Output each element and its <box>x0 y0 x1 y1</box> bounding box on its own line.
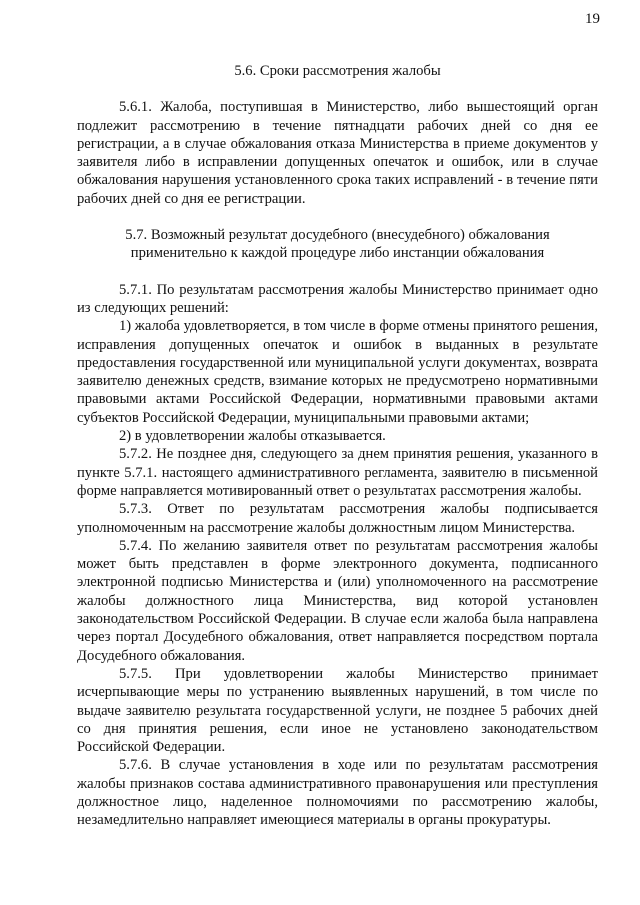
paragraph-5-7-6: 5.7.6. В случае установления в ходе или по результатам рассмотрения жалобы признаков состава административного правонарушения или преступления должностное лицо, наделенное полномочиями по рассмотрению жалобы, незамедлительно направляет имеющиеся материалы в органы прокуратуры. <box>77 757 598 829</box>
page-number: 19 <box>585 11 600 27</box>
section-heading-5-7-line2: применительно к каждой процедуре либо инстанции обжалования <box>130 245 545 262</box>
paragraph-5-7-5: 5.7.5. При удовлетворении жалобы Министерство принимает исчерпывающие меры по устранению выявленных нарушений, в том числе по выдаче заявителю результата государственной услуги, не позднее 5 рабочих дней со дня принятия решения, если иное не установлено законодательством Российской Федерации. <box>77 665 598 756</box>
paragraph-5-7-1: 5.7.1. По результатам рассмотрения жалобы Министерство принимает одно из следующих решений: <box>77 281 598 316</box>
paragraph-5-6-1: 5.6.1. Жалоба, поступившая в Министерство, либо вышестоящий орган подлежит рассмотрению в течение пятнадцати рабочих дней со дня ее регистрации, а в случае обжалования отказа Министерства в приеме документов у заявителя либо в исправлении допущенных опечаток и ошибок, или в случае обжалования нарушения установленного срока таких исправлений - в течение пяти рабочих дней со дня ее регистрации. <box>77 99 598 207</box>
list-item-1: 1) жалоба удовлетворяется, в том числе в форме отмены принятого решения, исправления допущенных опечаток и ошибок в выданных в результате предоставления государственной или муниципальной услуги документах, возврата заявителю денежных средств, взимание которых не предусмотрено нормативными правовыми актами Российской Федерации, нормативными правовыми актами субъектов Российской Федерации, муниципальными правовыми актами; <box>77 318 598 426</box>
document-body <box>77 62 598 830</box>
list-item-2: 2) в удовлетворении жалобы отказывается. <box>119 428 386 445</box>
paragraph-5-7-4: 5.7.4. По желанию заявителя ответ по результатам рассмотрения жалобы может быть представлен в форме электронного документа, подписанного электронной подписью Министерства и (или) уполномоченного на рассмотрение жалобы должностного лица Министерства, вид которой установлен законодательством Российской Федерации. В случае если жалоба была направлена через портал Досудебного обжалования, ответ направляется посредством портала Досудебного обжалования. <box>77 537 598 664</box>
paragraph-5-7-2: 5.7.2. Не позднее дня, следующего за днем принятия решения, указанного в пункте 5.7.1. настоящего административного регламента, заявителю в письменной форме направляется мотивированный ответ о результатах рассмотрения жалобы. <box>77 446 598 499</box>
section-heading-5-6: 5.6. Сроки рассмотрения жалобы <box>234 63 441 79</box>
section-heading-5-7-line1: 5.7. Возможный результат досудебного (внесудебного) обжалования <box>125 227 550 244</box>
paragraph-5-7-3: 5.7.3. Ответ по результатам рассмотрения жалобы подписывается уполномоченным на рассмотрение жалобы должностным лицом Министерства. <box>77 501 598 536</box>
